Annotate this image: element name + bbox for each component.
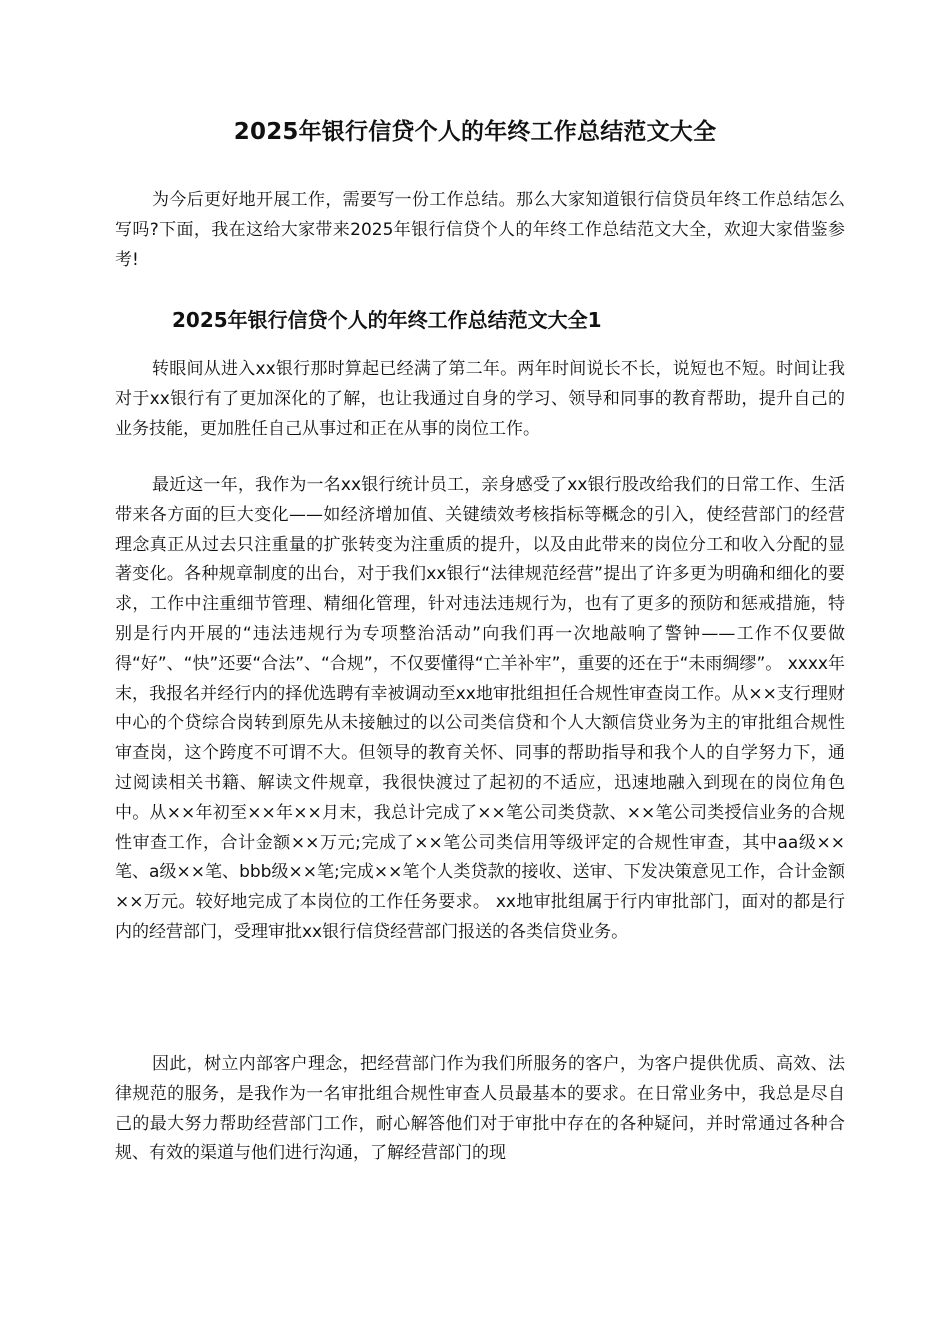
section-heading: 2025年银行信贷个人的年终工作总结范文大全1 [172,308,602,332]
intro-paragraph: 为今后更好地开展工作，需要写一份工作总结。那么大家知道银行信贷员年终工作总结怎么写吗?下面，我在这给大家带来2025年银行信贷个人的年终工作总结范文大全，欢迎大家借鉴参考! [115,190,845,270]
body-paragraph: 转眼间从进入xx银行那时算起已经满了第二年。两年时间说长不长，说短也不短。时间让我对于xx银行有了更加深化的了解，也让我通过自身的学习、领导和同事的教育帮助，提升自己的业务技能，更加胜任自己从事过和正在从事的岗位工作。 [115,359,845,439]
document-title: 2025年银行信贷个人的年终工作总结范文大全 [233,119,717,145]
body-paragraph: 最近这一年，我作为一名xx银行统计员工，亲身感受了xx银行股改给我们的日常工作、生活带来各方面的巨大变化——如经济增加值、关键绩效考核指标等概念的引入，使经营部门的经营理念真正从过去只注重量的扩张转变为注重质的提升，以及由此带来的岗位分工和收入分配的显著变化。各种规章制度的出台，对于我们xx银行“法律规范经营”提出了许多更为明确和细化的要求，工作中注重细节管理、精细化管理，针对违法违规行为，也有了更多的预防和惩戒措施，特别是行内开展的“违法违规行为专项整治活动”向我们再一次地敲响了警钟——工作不仅要做得“好”、“快”还要“合法”、“合规”，不仅要懂得“亡羊补牢”，重要的还在于“未雨绸缪”。 xxxx年末，我报名并经行内的择优选聘有幸被调动至xx地审批组担任合规性审查岗工作。从××支行理财中心的个贷综合岗转到原先从未接触过的以公司类信贷和个人大额信贷业务为主的审批组合规性审查岗，这个跨度不可谓不大。但领导的教育关怀、同事的帮助指导和我个人的自学努力下，通过阅读相关书籍、解读文件规章，我很快渡过了起初的不适应，迅速地融入到现在的岗位角色中。从××年初至××年××月末，我总计完成了××笔公司类贷款、××笔公司类授信业务的合规性审查工作，合计金额××万元;完成了××笔公司类信用等级评定的合规性审查，其中aa级××笔、a级××笔、bbb级××笔;完成××笔个人类贷款的接收、送审、下发决策意见工作，合计金额××万元。较好地完成了本岗位的工作任务要求。 xx地审批组属于行内审批部门，面对的都是行内的经营部门，受理审批xx银行信贷经营部门报送的各类信贷业务。 [115,475,845,942]
body-paragraph: 因此，树立内部客户理念，把经营部门作为我们所服务的客户，为客户提供优质、高效、法律规范的服务，是我作为一名审批组合规性审查人员最基本的要求。在日常业务中，我总是尽自己的最大努力帮助经营部门工作，耐心解答他们对于审批中存在的各种疑问，并时常通过各种合规、有效的渠道与他们进行沟通，了解经营部门的现 [115,1054,845,1164]
